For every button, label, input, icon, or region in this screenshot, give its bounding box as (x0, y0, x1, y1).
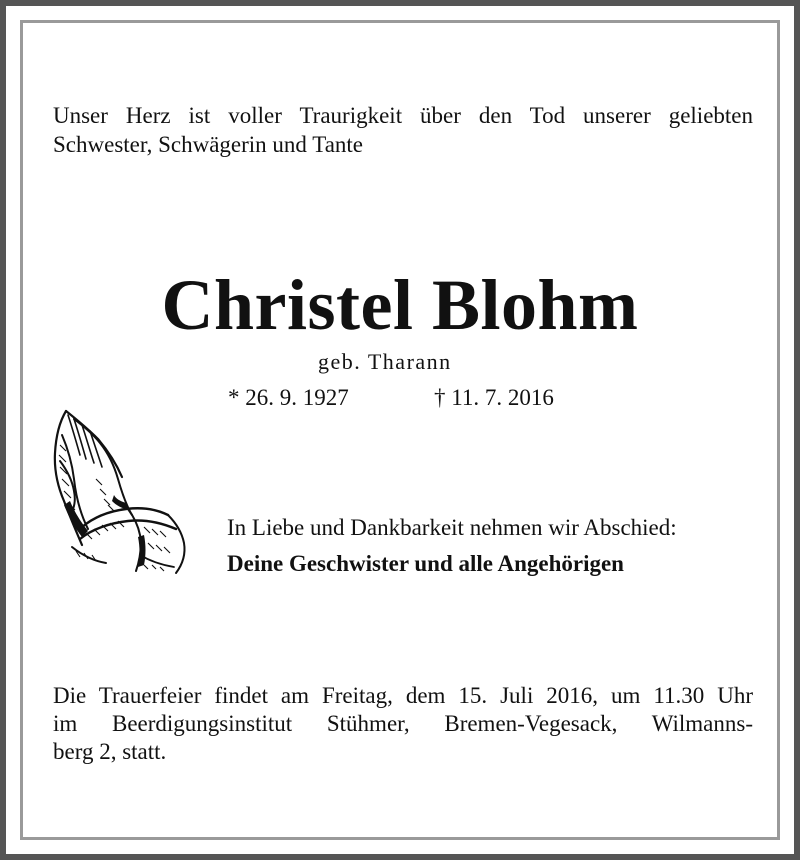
mourners-line: Deine Geschwister und alle Angehörigen (227, 551, 624, 576)
maiden-name: geb. Tharann (318, 349, 452, 374)
farewell-line: In Liebe und Dankbarkeit nehmen wir Abschied: (227, 515, 677, 540)
death-date: † 11. 7. 2016 (434, 385, 554, 410)
deceased-name: Christel Blohm (161, 265, 639, 345)
birth-date: * 26. 9. 1927 (228, 385, 349, 410)
service-line-2: im Beerdigungsinstitut Stühmer, Bremen-Vegesack, Wilmanns- (53, 711, 753, 736)
praying-hands-icon (52, 405, 190, 580)
service-line-3: berg 2, statt. (53, 739, 167, 764)
intro-line-1: Unser Herz ist voller Traurigkeit über den Tod unserer geliebten (53, 103, 753, 128)
service-info (53, 682, 753, 766)
intro-text (53, 101, 753, 159)
service-line-1: Die Trauerfeier findet am Freitag, dem 15. Juli 2016, um 11.30 Uhr (53, 683, 753, 708)
intro-line-2: Schwester, Schwägerin und Tante (53, 132, 364, 157)
